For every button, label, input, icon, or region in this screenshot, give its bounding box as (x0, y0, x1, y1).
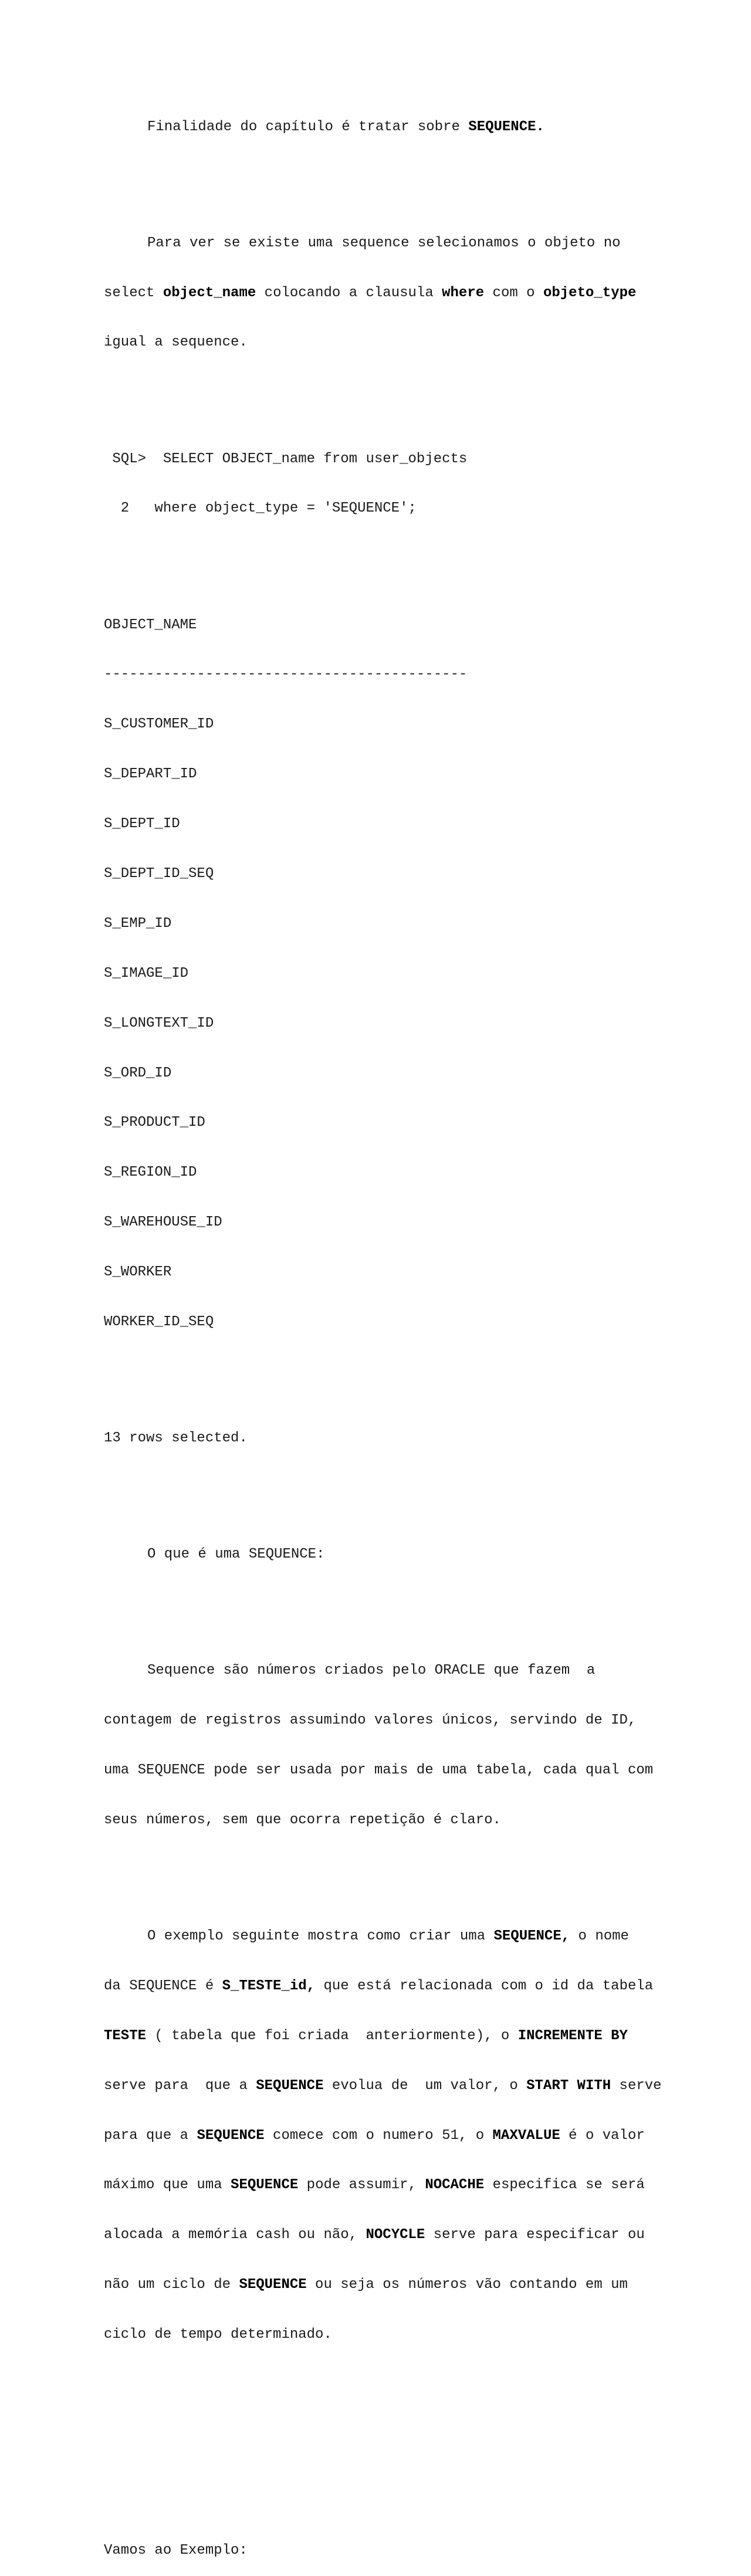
keyword: where (442, 285, 485, 301)
keyword: SEQUENCE, (493, 1928, 570, 1944)
text: serve (611, 2077, 662, 2094)
result-row: S_PRODUCT_ID (104, 1115, 205, 1131)
result-row: S_DEPT_ID_SEQ (104, 865, 214, 882)
text: comece com o numero 51, o (264, 2127, 493, 2144)
result-row: S_LONGTEXT_ID (104, 1015, 214, 1031)
text: para que a (104, 2127, 197, 2144)
keyword: object_name (163, 285, 256, 301)
definition-line-3: uma SEQUENCE pode ser usada por mais de uma tabela, cada qual com (104, 1762, 654, 1778)
keyword: MAXVALUE (492, 2127, 560, 2144)
text: ( tabela que foi criada anteriormente), o (146, 2027, 518, 2044)
text: evolua de um valor, o (323, 2077, 527, 2094)
intro-text: Finalidade do capítulo é tratar sobre (147, 119, 469, 135)
example-line-8 (104, 2277, 649, 2293)
result-row: S_DEPT_ID (104, 816, 180, 832)
result-row: S_CUSTOMER_ID (104, 716, 214, 733)
result-row: S_ORD_ID (104, 1065, 172, 1081)
text: pode assumir, (298, 2177, 425, 2194)
keyword: S_TESTE_id, (222, 1978, 316, 1994)
closing-line: Vamos ao Exemplo: (104, 2542, 248, 2558)
definition-line-2: contagem de registros assumindo valores únicos, servindo de ID, (104, 1712, 637, 1729)
keyword: objeto_type (543, 285, 637, 301)
text: O exemplo seguinte mostra como criar uma (147, 1928, 494, 1944)
example-line-9: ciclo de tempo determinado. (104, 2327, 332, 2343)
result-row: S_DEPART_ID (104, 766, 197, 783)
what-is-heading: O que é uma SEQUENCE: (147, 1546, 325, 1563)
text: não um ciclo de (104, 2277, 239, 2293)
text: serve para especificar ou (425, 2227, 645, 2243)
text: da SEQUENCE é (104, 1978, 222, 1994)
example-line-4 (104, 2077, 662, 2094)
result-row: S_EMP_ID (104, 915, 172, 932)
example-line-3 (104, 2028, 649, 2044)
example-line-5 (104, 2128, 649, 2144)
text: alocada a memória cash ou não, (104, 2227, 366, 2243)
definition-line-4: seus números, sem que ocorra repetição é claro. (104, 1812, 501, 1828)
sql-line-2: 2 where object_type = 'SEQUENCE'; (104, 500, 417, 517)
result-row: S_WORKER (104, 1264, 172, 1281)
keyword: SEQUENCE (239, 2277, 307, 2293)
keyword: NOCACHE (425, 2177, 485, 2194)
result-row: S_REGION_ID (104, 1165, 197, 1181)
check-para-line-2 (104, 285, 649, 302)
text: é o valor (560, 2127, 645, 2144)
example-line-7 (104, 2227, 649, 2243)
keyword: START WITH (526, 2077, 611, 2094)
result-header: OBJECT_NAME (104, 617, 197, 633)
definition-line-1: Sequence são números criados pelo ORACLE que fazem a (147, 1663, 596, 1679)
intro-line (104, 119, 649, 136)
result-count: 13 rows selected. (104, 1430, 248, 1447)
text: especifica se será (484, 2177, 645, 2194)
example-line-6 (104, 2177, 649, 2194)
text: serve para que a (104, 2077, 256, 2094)
keyword: SEQUENCE (197, 2127, 265, 2144)
keyword: SEQUENCE (256, 2077, 324, 2094)
text: colocando a clausula (256, 285, 442, 301)
text: ou seja os números vão contando em um (306, 2277, 628, 2293)
result-row: S_WAREHOUSE_ID (104, 1214, 222, 1231)
sql-line-1: SQL> SELECT OBJECT_name from user_objects (104, 451, 468, 467)
text: máximo que uma (104, 2177, 231, 2194)
document-page (104, 86, 662, 2576)
result-row: WORKER_ID_SEQ (104, 1314, 214, 1330)
text: select (104, 285, 163, 301)
example-line-1 (104, 1928, 649, 1945)
result-row: S_IMAGE_ID (104, 965, 189, 981)
check-para-line-3: igual a sequence. (104, 334, 248, 351)
keyword: SEQUENCE (231, 2177, 299, 2194)
keyword: TESTE (104, 2027, 147, 2044)
text: com o (484, 285, 543, 301)
keyword: NOCYCLE (366, 2227, 425, 2243)
text: que está relacionada com o id da tabela (315, 1978, 654, 1994)
check-para-line-1: Para ver se existe uma sequence selecionamos o objeto no (147, 235, 621, 251)
text: o nome (570, 1928, 629, 1944)
intro-keyword: SEQUENCE. (468, 119, 544, 135)
keyword: INCREMENTE BY (517, 2027, 628, 2044)
example-line-2 (104, 1978, 654, 1995)
result-separator: ------------------------------------------- (104, 666, 468, 683)
